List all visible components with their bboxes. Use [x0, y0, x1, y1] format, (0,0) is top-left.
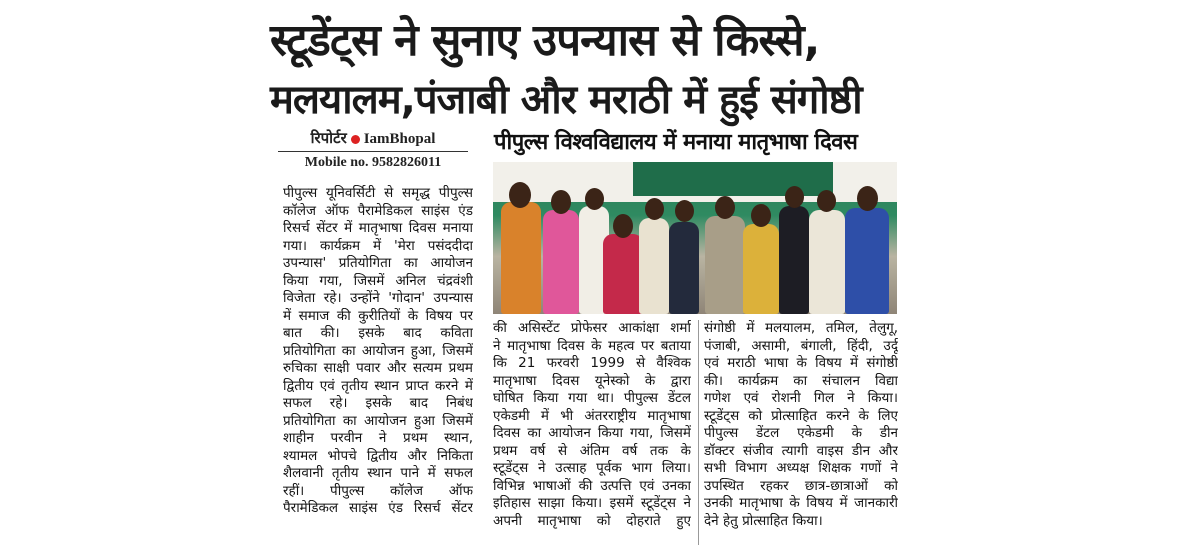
photo-person-head — [551, 190, 571, 214]
column-line: सफल रहे। इसके बाद निबंध — [283, 395, 473, 411]
column-line: की असिस्टेंट प्रोफेसर आकांक्षा शर्मा — [493, 320, 691, 336]
reporter-name: IamBhopal — [363, 131, 436, 147]
photo-person — [543, 210, 579, 314]
column-line: प्रतियोगिता का आयोजन हुआ जिसमें — [283, 412, 473, 429]
column-line: घोषित किया गया था। पीपुल्स डेंटल — [493, 390, 691, 406]
photo-person — [501, 202, 541, 314]
column-line: शैलवानी तृतीय स्थान पाने में सफल — [283, 465, 473, 481]
photo-person — [603, 234, 643, 314]
column-line: दिवस का आयोजन किया गया, जिसमें — [493, 425, 691, 441]
column-line: रुचिका साक्षी पवार और सत्यम प्रथम — [283, 360, 473, 376]
column-divider — [698, 320, 699, 545]
column-line: स्टूडेंट्स को प्रोत्साहित करने के लिए — [704, 407, 898, 424]
column-line: गणेश एवं रोशनी गिल ने किया। — [704, 390, 898, 406]
column-line: मातृभाषा दिवस यूनेस्को के द्वारा — [493, 372, 691, 389]
column-line: ने मातृभाषा दिवस के महत्व पर बताया — [493, 337, 691, 354]
article-column-3 — [704, 320, 898, 530]
column-line: में समाज की कुरीतियों के विषय पर — [283, 307, 473, 324]
column-line: द्वितीय एवं तृतीय स्थान प्राप्त करने में — [283, 377, 473, 394]
subheadline: पीपुल्स विश्वविद्यालय में मनाया मातृभाषा दिवस — [494, 130, 858, 155]
column-line: पीपुल्स डेंटल एकेडमी के डीन — [704, 425, 898, 441]
column-line: पैरामेडिकल साइंस एंड रिसर्च सेंटर — [283, 500, 473, 516]
photo-person-head — [817, 190, 836, 212]
column-line: कॉलेज ऑफ पैरामेडिकल साइंस एंड — [283, 202, 473, 219]
column-line: संगोष्ठी में मलयालम, तमिल, तेलुगू, — [704, 320, 898, 336]
photo-person-head — [675, 200, 694, 222]
red-dot-icon — [351, 135, 360, 144]
reporter-credit — [278, 128, 468, 150]
photo-person-head — [509, 182, 531, 208]
column-line: श्यामल भोपचे द्वितीय और निकिता — [283, 447, 473, 464]
column-line: पंजाबी, असामी, बंगाली, हिंदी, उर्दू — [704, 337, 898, 354]
photo-person — [809, 210, 845, 314]
column-line: डॉक्टर संजीव त्यागी वाइस डीन और — [704, 442, 898, 459]
column-line: प्रथम वर्ष से अंतिम वर्ष तक के — [493, 442, 691, 459]
photo-person — [743, 224, 779, 314]
column-line: एवं मराठी भाषा के विषय में संगोष्ठी — [704, 355, 898, 371]
column-line: देने हेतु प्रोत्साहित किया। — [704, 512, 823, 529]
column-line: विभिन्न भाषाओं की उत्पत्ति एवं उनका — [493, 477, 691, 494]
column-line: किया गया, जिसमें अनिल चंद्रवंशी — [283, 272, 473, 289]
reporter-prefix: रिपोर्टर — [310, 131, 347, 147]
column-line: गया। कार्यक्रम में 'मेरा पसंददीदा — [283, 237, 473, 254]
column-line: रहीं। पीपुल्स कॉलेज ऑफ — [283, 482, 473, 499]
photo-person-head — [645, 198, 664, 220]
photo-person — [845, 208, 889, 314]
column-line: इतिहास साझा किया। इसमें स्टूडेंट्स ने — [493, 495, 691, 511]
article-column-2 — [493, 320, 691, 530]
column-line: शाहीन परवीन ने प्रथम स्थान, — [283, 430, 473, 446]
column-line: उपस्थित रहकर छात्र-छात्राओं को — [704, 477, 898, 494]
photo-person — [779, 206, 809, 314]
reporter-mobile: Mobile no. 9582826011 — [304, 155, 442, 170]
column-line: स्टूडेंट्स ने उत्साह पूर्वक भाग लिया। — [493, 460, 691, 476]
photo-person-head — [785, 186, 804, 208]
column-line: सभी विभाग अध्यक्ष शिक्षक गणों ने — [704, 460, 898, 476]
column-line: पीपुल्स यूनिवर्सिटी से समृद्ध पीपुल्स — [283, 185, 473, 201]
headline-line-1: स्टूडेंट्स ने सुनाए उपन्यास से किस्से, — [270, 15, 820, 66]
column-line: कि 21 फरवरी 1999 से वैश्विक — [493, 355, 691, 371]
photo-greenboard — [633, 162, 833, 196]
column-line: रिसर्च सेंटर में मातृभाषा दिवस मनाया — [283, 220, 473, 236]
group-photo — [493, 162, 897, 314]
column-line: उनकी मातृभाषा के विषय में जानकारी — [704, 495, 898, 511]
photo-person — [639, 218, 669, 314]
column-line: अपनी मातृभाषा को दोहराते हुए — [493, 512, 691, 529]
column-line: प्रतियोगिता का आयोजन हुआ, जिसमें — [283, 342, 473, 359]
photo-person-head — [857, 186, 878, 211]
column-line: की। कार्यक्रम का संचालन विद्या — [704, 372, 898, 389]
byline — [278, 128, 468, 171]
column-line: विजेता रहे। उन्होंने 'गोदान' उपन्यास — [283, 290, 473, 306]
byline-divider — [278, 151, 468, 152]
photo-person — [705, 216, 745, 314]
photo-person-head — [715, 196, 735, 219]
photo-person-head — [585, 188, 604, 210]
headline-line-2: मलयालम,पंजाबी और मराठी में हुई संगोष्ठी — [270, 77, 862, 123]
photo-person-head — [613, 214, 633, 238]
article-column-1 — [283, 185, 473, 518]
photo-person — [669, 222, 699, 314]
column-line: उपन्यास' प्रतियोगिता का आयोजन — [283, 255, 473, 271]
column-line: एकेडमी में भी अंतरराष्ट्रीय मातृभाषा — [493, 407, 691, 424]
column-line: बात की। इसके बाद कविता — [283, 325, 473, 341]
photo-person-head — [751, 204, 771, 227]
